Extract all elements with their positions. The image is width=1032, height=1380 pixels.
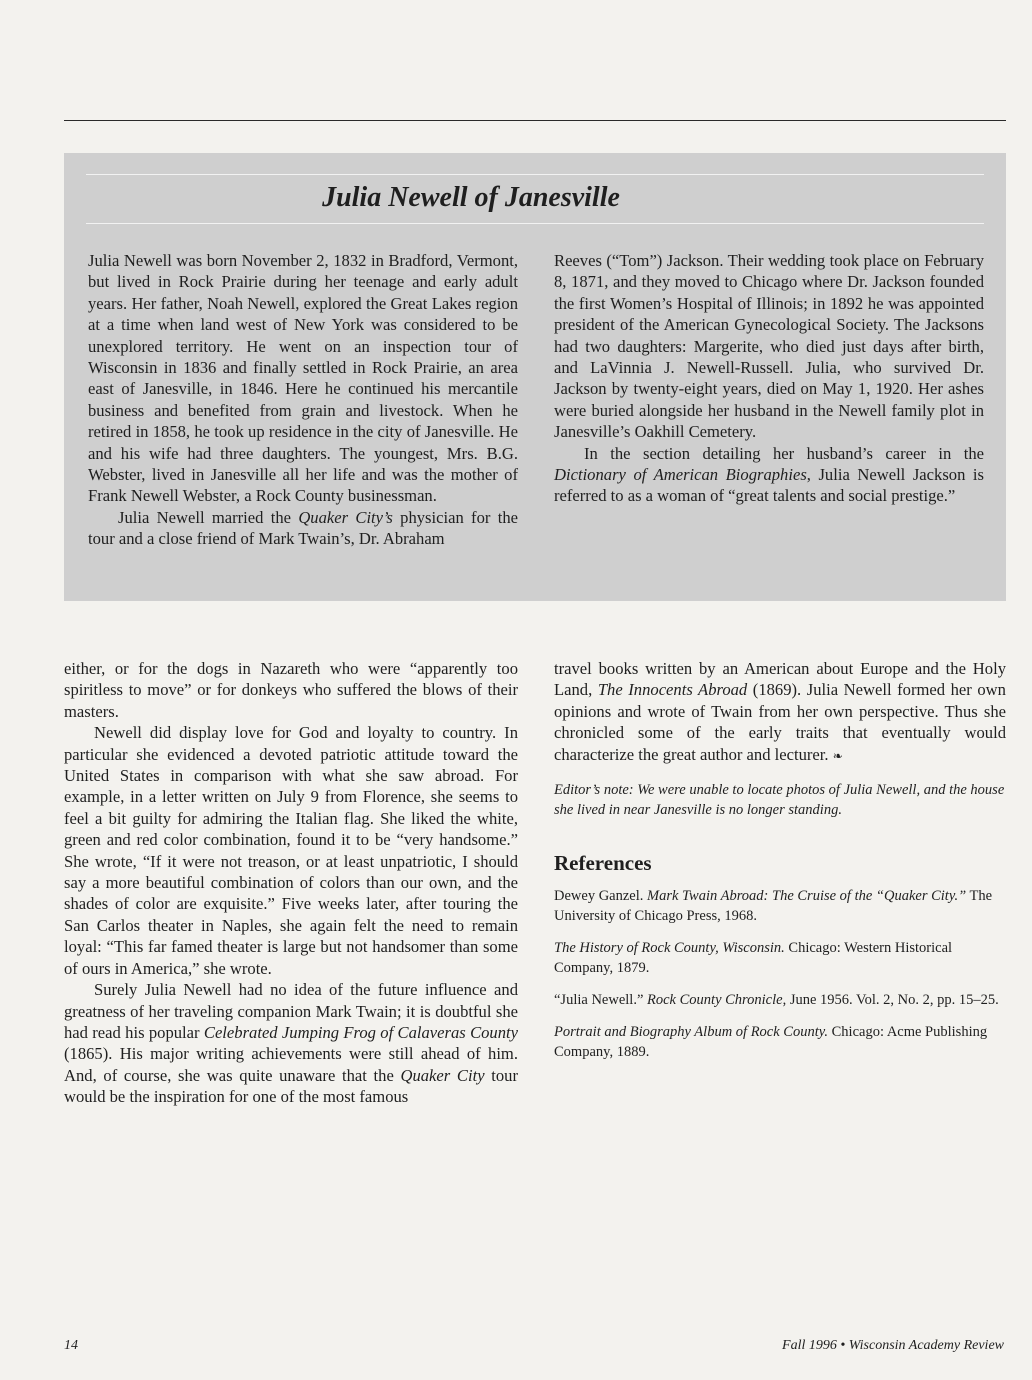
reference-item (554, 938, 1006, 978)
main-left-column (64, 658, 518, 1108)
body-paragraph (554, 658, 1006, 767)
reference-item (554, 990, 1006, 1010)
sidebar-paragraph (554, 443, 984, 507)
top-rule (64, 120, 1006, 121)
reference-title: Mark Twain Abroad: The Cruise of the “Quaker City.” (647, 888, 967, 905)
sidebar-paragraph: Reeves (“Tom”) Jackson. Their wedding took place on February 8, 1871, and they moved to Chicago where Dr. Jackson founded the first Women’s Hospital of Illinois; in 1892 he was appointed president of the American Gynecological Society. The Jacksons had two daughters: Margerite, who died just days after birth, and LaVinnia J. Newell-Russell. Julia, who survived Dr. Jackson by twenty-eight years, died on May 1, 1920. Her ashes were buried alongside her husband in the Newell family plot in Janesville’s Oakhill Cemetery. (554, 251, 984, 442)
text-run: Julia Newell married the (118, 507, 299, 527)
text-run: tour would be the inspiration for one of the most famous (64, 1065, 518, 1107)
page-number: 14 (64, 1338, 78, 1353)
ship-name: Quaker City (400, 1065, 485, 1085)
text-run: travel books written by an American about Europe and the Holy Land, (554, 659, 1006, 700)
sidebar-paragraph (88, 507, 518, 550)
text-run: , Julia Newell Jackson is referred to as a woman of “great talents and social prestige.” (554, 465, 984, 506)
text-run: Chicago: Acme Publishing Company, 1889. (554, 1024, 988, 1061)
ship-name: Quaker City’s (298, 507, 393, 527)
body-paragraph: either, or for the dogs in Nazareth who were “apparently too spiritless to move” or for donkeys who suffered the blows of their masters. (64, 659, 518, 721)
sidebar-left-column (88, 250, 518, 550)
reference-title: The History of Rock County, Wisconsin. (554, 940, 785, 957)
reference-item (554, 886, 1006, 926)
text-run: (1869). Julia Newell formed her own opinions and wrote of Twain from her own perspective. Thus she chronicled some of the early traits that eventually would characterize the great author and lecturer. (554, 680, 1006, 764)
body-paragraph (64, 979, 518, 1107)
reference-item (554, 1022, 1006, 1062)
reference-title: Rock County Chronicle (647, 992, 783, 1009)
book-title: Dictionary of American Biographies (554, 465, 807, 485)
text-run: “Julia Newell.” (554, 992, 648, 1009)
text-run: The University of Chicago Press, 1968. (554, 888, 993, 925)
text-run: (1865). His major writing achievements were still ahead of him. And, of course, she was quite unaware that the (64, 1044, 518, 1085)
text-run: In the section detailing her husband’s career in the (584, 443, 984, 463)
book-title: Celebrated Jumping Frog of Calaveras County (203, 1022, 518, 1042)
end-mark-icon: ❧ (832, 748, 843, 763)
sidebar-paragraph: Julia Newell was born November 2, 1832 in Bradford, Vermont, but lived in Rock Prairie during her teenage and early adult years. Her father, Noah Newell, explored the Great Lakes region at a time when land west of New York was considered to be unexplored territory. He went on an inspection tour of Wisconsin in 1836 and finally settled in Rock Prairie, an area east of Janesville, in 1846. Here he continued his mercantile business and benefited from grain and livestock. When he retired in 1858, he took up residence in the city of Janesville. He and his wife had three daughters. The youngest, Mrs. B.G. Webster, lived in Janesville all her life and was the mother of Frank Newell Webster, a Rock County businessman. (88, 251, 518, 506)
text-run: Chicago: Western Historical Company, 1879. (554, 940, 953, 977)
text-run: , June 1956. Vol. 2, No. 2, pp. 15–25. (782, 992, 999, 1009)
body-paragraph: Newell did display love for God and loyalty to country. In particular she evidenced a devoted patriotic attitude toward the United States in comparison with what she saw abroad. For example, in a letter written on July 9 from Florence, she seems to feel a bit guilty for admiring the Italian flag. She liked the white, green and red color combination, found it to be “very handsome.” She wrote, “If it were not treason, or at least unpatriotic, I should say a more beautiful combination of colors than our own, and the shades of color are exquisite.” Five weeks later, after touring the San Carlos theater in Naples, she again felt the need to remain loyal: “This far famed theater is large but not handsomer than some of ours in America,” she wrote. (64, 723, 518, 978)
sidebar-top-rule (86, 174, 984, 175)
reference-title: Portrait and Biography Album of Rock County. (554, 1024, 829, 1041)
text-run: Surely Julia Newell had no idea of the future influence and greatness of her traveling companion Mark Twain; it is doubtful she had read his popular (64, 980, 518, 1042)
main-right-column (554, 658, 1006, 1074)
text-run: Dewey Ganzel. (554, 888, 647, 905)
running-footer: Fall 1996 • Wisconsin Academy Review (782, 1338, 1004, 1353)
editor-note: Editor’s note: We were unable to locate photos of Julia Newell, and the house she lived in near Janesville is no longer standing. (554, 782, 1005, 819)
sidebar-title-rule (86, 223, 984, 224)
text-run: physician for the tour and a close friend of Mark Twain’s, Dr. Abraham (88, 507, 518, 549)
book-title: The Innocents Abroad (597, 680, 748, 700)
references-heading: References (554, 851, 652, 876)
sidebar-title: Julia Newell of Janesville (322, 182, 620, 213)
sidebar-right-column (554, 250, 984, 507)
